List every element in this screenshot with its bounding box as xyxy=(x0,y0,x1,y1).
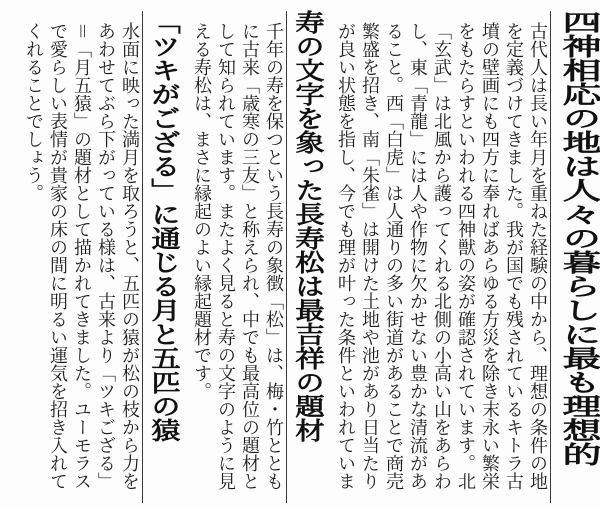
text-column: 繁盛を招き、南「朱雀」は開けた土地や池があり日当たり xyxy=(359,22,380,490)
text-column: あわせてぶら下がっている様は、古来より「ツキござる」 xyxy=(95,22,116,490)
body-text xyxy=(192,10,282,493)
heading-column xyxy=(147,10,179,505)
article-section-tsuki xyxy=(24,10,179,505)
text-column: ること。西「白虎」は人通りの多い街道があることで商売 xyxy=(383,22,404,490)
section-heading: 寿の文字を象った長寿松は最吉祥の題材 xyxy=(289,10,325,442)
body-text xyxy=(336,10,546,493)
text-column: して知られています。またよく見ると寿の文字のように見 xyxy=(215,22,236,490)
text-column: を定義づけてきました。我が国でも残されているキトラ古 xyxy=(503,22,524,490)
section-heading: 「ツキがござる」に通じる月と五匹の猿 xyxy=(145,10,181,442)
text-column: ＝「月五猿」の題材として描かれてきました。ユーモラス xyxy=(71,22,92,490)
text-column: くれることでしょう。 xyxy=(23,22,44,202)
text-column: 千年の寿を保つという長寿の象徴「松」は、梅・竹ととも xyxy=(263,22,284,490)
text-column: に古来「歳寒の三友」と称えられ、中でも最高位の題材と xyxy=(239,22,260,490)
article-section-shijin xyxy=(336,10,600,505)
column-rule xyxy=(142,11,143,503)
text-column: 「玄武」は北風から護ってくれる北側の小高い山をあらわ xyxy=(431,22,452,490)
text-column: をもたらすといわれる四神獣の姿が確認されています。北 xyxy=(455,22,476,490)
text-column: 墳の壁画にも四方に奉ればあらゆる方災を除き末永い繁栄 xyxy=(479,22,500,490)
text-column: 古代人は長い年月を重ねた経験の中から、理想の条件の地 xyxy=(527,22,548,490)
body-text xyxy=(24,10,138,493)
section-heading: 四神相応の地は人々の暮らしに最も理想的 xyxy=(554,10,600,466)
text-column: える寿松は、まさに縁起のよい縁起題材です。 xyxy=(191,22,212,400)
column-rule xyxy=(286,11,287,503)
article-section-kotobuki xyxy=(192,10,323,505)
column-rule xyxy=(550,11,551,503)
text-column: し、東「青龍」には人や作物に欠かせない豊かな清流があ xyxy=(407,22,428,490)
text-column: が良い状態を指し、今でも理が叶った条件といわれていま xyxy=(335,22,356,490)
text-column: 水面に映った満月を取ろうと、五匹の猿が松の枝から力を xyxy=(119,22,140,490)
text-column: で愛らしい表情が貴家の床の間に明るい運気を招き入れて xyxy=(47,22,68,490)
heading-column xyxy=(291,10,323,505)
heading-column xyxy=(555,10,600,505)
